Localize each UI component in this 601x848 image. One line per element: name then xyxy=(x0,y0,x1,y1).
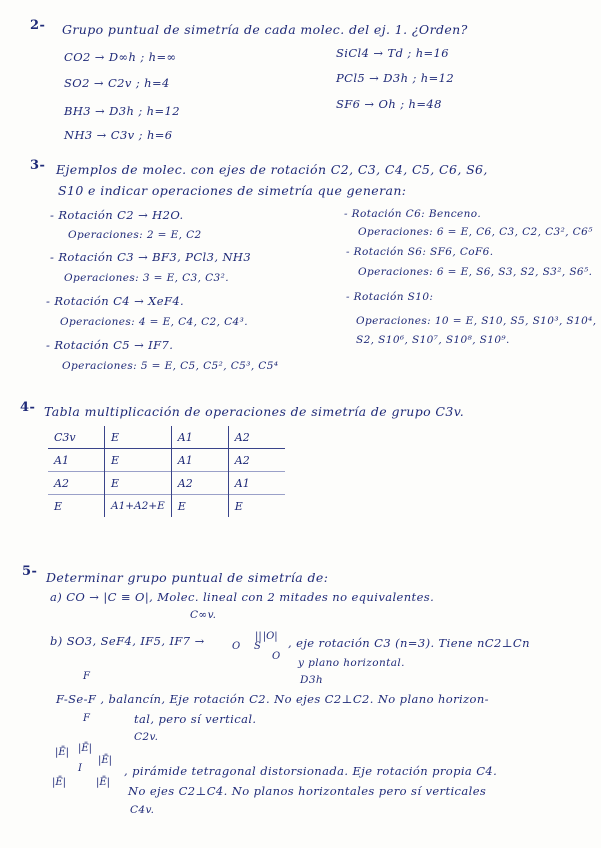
s3-left-3: - Rotación C3 → BF3, PCl3, NH3 xyxy=(50,250,252,264)
if5-bottom-fluorine: |Ē| xyxy=(96,777,111,788)
s2-right-1: SiCl4 → Td ; h=16 xyxy=(336,46,449,60)
section-5-number: 5- xyxy=(22,564,38,579)
table-row xyxy=(48,426,285,449)
s5-d-line-3: C4v. xyxy=(130,804,155,816)
s5-a-line-1: a) CO → |C ≡ O|, Molec. lineal con 2 mitades no equivalentes. xyxy=(50,590,435,604)
so3-sulfur: S xyxy=(254,641,261,652)
s2-left-2: SO2 → C2v ; h=4 xyxy=(64,76,170,90)
s5-b-line-2: y plano horizontal. xyxy=(298,657,405,669)
if5-fluorine: |Ē| xyxy=(55,747,70,758)
table-cell: E xyxy=(105,449,172,472)
s5-c-line-3: C2v. xyxy=(134,731,159,743)
section-2-title: Grupo puntual de simetría de cada molec. del ej. 1. ¿Orden? xyxy=(62,22,468,37)
s3-right-2: Operaciones: 6 = E, C6, C3, C2, C3², C6⁵ xyxy=(358,226,593,238)
section-4-title: Tabla multiplicación de operaciones de simetría de grupo C3v. xyxy=(44,404,465,419)
section-4-number: 4- xyxy=(20,400,36,415)
table-cell: A2 xyxy=(48,472,105,495)
s2-left-3: BH3 → D3h ; h=12 xyxy=(64,104,180,118)
table-row xyxy=(48,472,285,495)
if5-top-fluorine: |Ē| xyxy=(78,743,93,754)
table-row xyxy=(48,449,285,472)
table-cell: A2 xyxy=(171,472,228,495)
s3-left-4: Operaciones: 3 = E, C3, C3². xyxy=(64,272,229,284)
s3-right-7: S2, S10⁶, S10⁷, S10⁸, S10⁹. xyxy=(356,334,510,346)
so3-left-oxygen: O xyxy=(232,641,241,652)
table-cell: A1 xyxy=(171,449,228,472)
section-3-number: 3- xyxy=(30,158,46,173)
s3-left-2: Operaciones: 2 = E, C2 xyxy=(68,229,202,241)
table-cell: C3v xyxy=(48,426,105,449)
s2-right-2: PCl5 → D3h ; h=12 xyxy=(336,71,455,85)
table-cell: A1 xyxy=(171,426,228,449)
s5-a-line-2: C∞v. xyxy=(190,609,217,621)
if5-right-fluorine: |Ē| xyxy=(98,755,113,766)
table-cell: E xyxy=(171,495,228,518)
s2-left-1: CO2 → D∞h ; h=∞ xyxy=(64,50,177,64)
table-cell: E xyxy=(105,426,172,449)
s3-left-5: - Rotación C4 → XeF4. xyxy=(46,294,185,308)
sef4-bottom-fluorine: F xyxy=(83,713,90,724)
s3-right-5: - Rotación S10: xyxy=(346,291,434,303)
if5-iodine: I xyxy=(78,763,82,774)
section-2-number: 2- xyxy=(30,18,46,33)
s3-right-1: - Rotación C6: Benceno. xyxy=(344,208,482,220)
s5-b-line-1: b) SO3, SeF4, IF5, IF7 → xyxy=(50,634,205,648)
s5-b-line-3: D3h xyxy=(300,674,324,686)
s3-right-4: Operaciones: 6 = E, S6, S3, S2, S3², S6⁵. xyxy=(358,266,593,278)
s5-c-line-2: tal, pero sí vertical. xyxy=(134,712,257,726)
so3-top-oxygen: |O| xyxy=(262,631,278,642)
s5-c-line-1: F-Se-F , balancín, Eje rotación C2. No ejes C2⊥C2. No plano horizon- xyxy=(56,692,489,706)
s5-d-line-1: , pirámide tetragonal distorsionada. Eje rotación propia C4. xyxy=(124,764,498,778)
section-3-title-2: S10 e indicar operaciones de simetría que generan: xyxy=(58,183,407,198)
table-cell: A1 xyxy=(54,453,69,467)
section-3-title-1: Ejemplos de molec. con ejes de rotación C2, C3, C4, C5, C6, S6, xyxy=(56,162,488,177)
section-5-title: Determinar grupo puntual de simetría de: xyxy=(46,570,329,585)
s3-right-6: Operaciones: 10 = E, S10, S5, S10³, S10⁴, xyxy=(356,315,597,327)
s3-left-1: - Rotación C2 → H2O. xyxy=(50,208,184,222)
if5-structure xyxy=(55,748,69,758)
table-cell: A2 xyxy=(228,426,285,449)
s3-left-8: Operaciones: 5 = E, C5, C5², C5³, C5⁴ xyxy=(62,360,279,372)
multiplication-table xyxy=(48,426,285,517)
s3-left-6: Operaciones: 4 = E, C4, C2, C4³. xyxy=(60,316,248,328)
table-cell: A1+A2+E xyxy=(105,495,172,518)
table-cell: E xyxy=(48,495,105,518)
s5-b-line-1b: , eje rotación C3 (n=3). Tiene nC2⊥Cn xyxy=(288,636,530,650)
s3-left-7: - Rotación C5 → IF7. xyxy=(46,338,174,352)
s5-d-line-2: No ejes C2⊥C4. No planos horizontales pero sí verticales xyxy=(128,784,487,798)
sef4-top-fluorine: F xyxy=(83,671,90,682)
so3-right-oxygen: O xyxy=(272,651,281,662)
table-cell: A1 xyxy=(228,472,285,495)
table-cell: A2 xyxy=(228,449,285,472)
s3-right-3: - Rotación S6: SF6, CoF6. xyxy=(346,246,494,258)
table-row xyxy=(48,495,285,518)
table-cell: E xyxy=(105,472,172,495)
s2-left-4: NH3 → C3v ; h=6 xyxy=(64,128,173,142)
if5-left-fluorine: |Ē| xyxy=(52,777,67,788)
table-cell: E xyxy=(228,495,285,518)
s2-right-3: SF6 → Oh ; h=48 xyxy=(336,97,442,111)
so3-double-bond: || xyxy=(255,631,262,642)
